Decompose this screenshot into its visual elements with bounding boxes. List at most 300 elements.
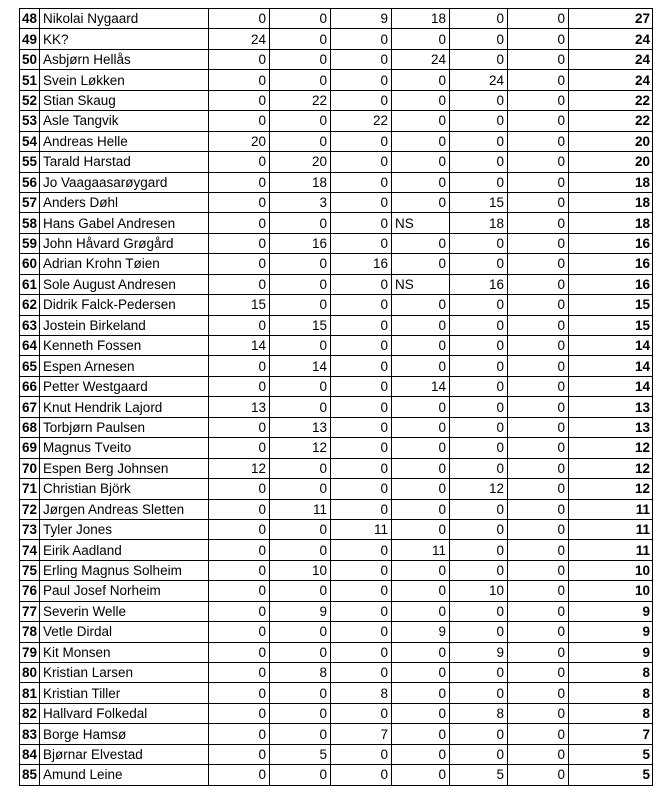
total-cell: 18	[569, 172, 653, 192]
table-row	[20, 479, 653, 499]
race-1-cell: 0	[209, 172, 270, 192]
rank-cell: 79	[20, 642, 40, 662]
race-1-cell: 14	[209, 336, 270, 356]
total-cell: 5	[569, 744, 653, 764]
total-cell: 20	[569, 152, 653, 172]
race-4-cell: 18	[392, 9, 450, 29]
race-1-cell: 0	[209, 499, 270, 519]
total-cell: 9	[569, 601, 653, 621]
race-4-cell: 0	[392, 336, 450, 356]
race-3-cell: 0	[331, 642, 392, 662]
race-6-cell: 0	[508, 683, 569, 703]
total-cell: 24	[569, 70, 653, 90]
race-2-cell: 0	[270, 479, 331, 499]
rank-cell: 55	[20, 152, 40, 172]
race-1-cell: 0	[209, 90, 270, 110]
table-row	[20, 254, 653, 274]
name-cell: Knut Hendrik Lajord	[40, 397, 209, 417]
race-2-cell: 0	[270, 683, 331, 703]
race-3-cell: 0	[331, 152, 392, 172]
race-3-cell: 0	[331, 192, 392, 212]
race-5-cell: 0	[450, 683, 508, 703]
table-row	[20, 29, 653, 49]
name-cell: Eirik Aadland	[40, 540, 209, 560]
total-cell: 16	[569, 274, 653, 294]
table-row	[20, 152, 653, 172]
name-cell: Jørgen Andreas Sletten	[40, 499, 209, 519]
total-cell: 8	[569, 683, 653, 703]
table-row	[20, 642, 653, 662]
name-cell: Torbjørn Paulsen	[40, 417, 209, 437]
race-1-cell: 0	[209, 683, 270, 703]
race-5-cell: 0	[450, 152, 508, 172]
race-6-cell: 0	[508, 642, 569, 662]
race-1-cell: 0	[209, 663, 270, 683]
name-cell: Vetle Dirdal	[40, 622, 209, 642]
race-1-cell: 0	[209, 111, 270, 131]
name-cell: Adrian Krohn Tøien	[40, 254, 209, 274]
name-cell: KK?	[40, 29, 209, 49]
race-6-cell: 0	[508, 172, 569, 192]
race-6-cell: 0	[508, 192, 569, 212]
race-6-cell: 0	[508, 336, 569, 356]
race-2-cell: 0	[270, 622, 331, 642]
race-3-cell: 9	[331, 9, 392, 29]
name-cell: Erling Magnus Solheim	[40, 560, 209, 580]
total-cell: 11	[569, 540, 653, 560]
race-6-cell: 0	[508, 254, 569, 274]
race-1-cell: 0	[209, 744, 270, 764]
race-3-cell: 0	[331, 663, 392, 683]
race-1-cell: 0	[209, 540, 270, 560]
race-2-cell: 0	[270, 49, 331, 69]
name-cell: Tarald Harstad	[40, 152, 209, 172]
rank-cell: 70	[20, 458, 40, 478]
race-5-cell: 0	[450, 356, 508, 376]
race-5-cell: 0	[450, 90, 508, 110]
race-4-cell: 0	[392, 479, 450, 499]
rank-cell: 63	[20, 315, 40, 335]
race-3-cell: 7	[331, 724, 392, 744]
race-2-cell: 16	[270, 233, 331, 253]
race-5-cell: 0	[450, 519, 508, 539]
rank-cell: 59	[20, 233, 40, 253]
rank-cell: 82	[20, 703, 40, 723]
table-row	[20, 622, 653, 642]
table-row	[20, 90, 653, 110]
rank-cell: 60	[20, 254, 40, 274]
race-2-cell: 0	[270, 765, 331, 785]
name-cell: Tyler Jones	[40, 519, 209, 539]
race-2-cell: 0	[270, 642, 331, 662]
race-3-cell: 0	[331, 397, 392, 417]
race-3-cell: 0	[331, 29, 392, 49]
race-1-cell: 0	[209, 233, 270, 253]
race-3-cell: 0	[331, 703, 392, 723]
race-6-cell: 0	[508, 519, 569, 539]
table-row	[20, 540, 653, 560]
race-1-cell: 0	[209, 765, 270, 785]
race-2-cell: 0	[270, 581, 331, 601]
total-cell: 9	[569, 622, 653, 642]
race-2-cell: 0	[270, 724, 331, 744]
race-5-cell: 0	[450, 438, 508, 458]
race-1-cell: 20	[209, 131, 270, 151]
rank-cell: 74	[20, 540, 40, 560]
name-cell: Nikolai Nygaard	[40, 9, 209, 29]
total-cell: 14	[569, 356, 653, 376]
rank-cell: 67	[20, 397, 40, 417]
table-row	[20, 438, 653, 458]
race-4-cell: 0	[392, 581, 450, 601]
table-row	[20, 601, 653, 621]
race-6-cell: 0	[508, 213, 569, 233]
race-2-cell: 0	[270, 703, 331, 723]
race-6-cell: 0	[508, 70, 569, 90]
race-1-cell: 0	[209, 622, 270, 642]
table-row	[20, 499, 653, 519]
table-row	[20, 295, 653, 315]
table-row	[20, 458, 653, 478]
race-2-cell: 9	[270, 601, 331, 621]
race-3-cell: 0	[331, 172, 392, 192]
race-3-cell: 0	[331, 90, 392, 110]
race-5-cell: 0	[450, 336, 508, 356]
race-1-cell: 0	[209, 213, 270, 233]
table-row	[20, 315, 653, 335]
race-4-cell: 0	[392, 233, 450, 253]
total-cell: 12	[569, 479, 653, 499]
table-row	[20, 213, 653, 233]
name-cell: John Håvard Grøgård	[40, 233, 209, 253]
race-3-cell: 0	[331, 274, 392, 294]
rank-cell: 85	[20, 765, 40, 785]
race-1-cell: 0	[209, 49, 270, 69]
table-row	[20, 765, 653, 785]
race-5-cell: 0	[450, 417, 508, 437]
rank-cell: 81	[20, 683, 40, 703]
race-6-cell: 0	[508, 152, 569, 172]
race-1-cell: 0	[209, 315, 270, 335]
rank-cell: 49	[20, 29, 40, 49]
total-cell: 16	[569, 233, 653, 253]
race-3-cell: 0	[331, 765, 392, 785]
rank-cell: 65	[20, 356, 40, 376]
total-cell: 22	[569, 111, 653, 131]
race-5-cell: 0	[450, 560, 508, 580]
race-1-cell: 0	[209, 254, 270, 274]
race-1-cell: 0	[209, 70, 270, 90]
rank-cell: 51	[20, 70, 40, 90]
race-4-cell: 0	[392, 744, 450, 764]
name-cell: Jo Vaagaasarøygard	[40, 172, 209, 192]
race-4-cell: 0	[392, 663, 450, 683]
total-cell: 24	[569, 29, 653, 49]
rank-cell: 62	[20, 295, 40, 315]
total-cell: 12	[569, 438, 653, 458]
total-cell: 18	[569, 192, 653, 212]
table-row	[20, 683, 653, 703]
race-1-cell: 15	[209, 295, 270, 315]
race-4-cell: 0	[392, 642, 450, 662]
race-6-cell: 0	[508, 417, 569, 437]
standings-table	[19, 8, 653, 786]
race-4-cell: 9	[392, 622, 450, 642]
race-5-cell: 0	[450, 172, 508, 192]
race-5-cell: 0	[450, 111, 508, 131]
race-2-cell: 0	[270, 519, 331, 539]
total-cell: 10	[569, 560, 653, 580]
table-row	[20, 336, 653, 356]
race-1-cell: 24	[209, 29, 270, 49]
race-5-cell: 0	[450, 29, 508, 49]
total-cell: 12	[569, 458, 653, 478]
race-4-cell: NS	[392, 274, 450, 294]
race-4-cell: 0	[392, 315, 450, 335]
race-6-cell: 0	[508, 724, 569, 744]
race-5-cell: 9	[450, 642, 508, 662]
name-cell: Borge Hamsø	[40, 724, 209, 744]
race-4-cell: 0	[392, 192, 450, 212]
total-cell: 20	[569, 131, 653, 151]
total-cell: 13	[569, 397, 653, 417]
race-2-cell: 0	[270, 540, 331, 560]
total-cell: 11	[569, 499, 653, 519]
rank-cell: 66	[20, 376, 40, 396]
name-cell: Didrik Falck-Pedersen	[40, 295, 209, 315]
race-4-cell: 0	[392, 29, 450, 49]
race-4-cell: 0	[392, 70, 450, 90]
race-5-cell: 24	[450, 70, 508, 90]
rank-cell: 53	[20, 111, 40, 131]
race-2-cell: 20	[270, 152, 331, 172]
race-5-cell: 0	[450, 663, 508, 683]
name-cell: Christian Björk	[40, 479, 209, 499]
race-2-cell: 0	[270, 336, 331, 356]
table-row	[20, 70, 653, 90]
race-4-cell: 0	[392, 724, 450, 744]
race-6-cell: 0	[508, 315, 569, 335]
rank-cell: 73	[20, 519, 40, 539]
rank-cell: 61	[20, 274, 40, 294]
race-3-cell: 11	[331, 519, 392, 539]
race-4-cell: 0	[392, 111, 450, 131]
race-2-cell: 0	[270, 295, 331, 315]
race-3-cell: 0	[331, 336, 392, 356]
race-3-cell: 0	[331, 49, 392, 69]
race-2-cell: 0	[270, 9, 331, 29]
race-5-cell: 0	[450, 9, 508, 29]
race-4-cell: 0	[392, 417, 450, 437]
rank-cell: 83	[20, 724, 40, 744]
race-5-cell: 0	[450, 233, 508, 253]
rank-cell: 69	[20, 438, 40, 458]
rank-cell: 56	[20, 172, 40, 192]
race-4-cell: 0	[392, 458, 450, 478]
name-cell: Sole August Andresen	[40, 274, 209, 294]
race-3-cell: 0	[331, 560, 392, 580]
race-6-cell: 0	[508, 499, 569, 519]
rank-cell: 50	[20, 49, 40, 69]
total-cell: 7	[569, 724, 653, 744]
race-3-cell: 0	[331, 213, 392, 233]
name-cell: Amund Leine	[40, 765, 209, 785]
race-5-cell: 0	[450, 458, 508, 478]
total-cell: 24	[569, 49, 653, 69]
race-1-cell: 0	[209, 560, 270, 580]
race-5-cell: 12	[450, 479, 508, 499]
race-3-cell: 0	[331, 601, 392, 621]
race-4-cell: 0	[392, 356, 450, 376]
race-1-cell: 0	[209, 417, 270, 437]
race-5-cell: 0	[450, 622, 508, 642]
race-5-cell: 0	[450, 540, 508, 560]
rank-cell: 52	[20, 90, 40, 110]
race-5-cell: 0	[450, 315, 508, 335]
race-3-cell: 0	[331, 499, 392, 519]
total-cell: 13	[569, 417, 653, 437]
race-4-cell: 0	[392, 765, 450, 785]
race-2-cell: 10	[270, 560, 331, 580]
rank-cell: 78	[20, 622, 40, 642]
race-5-cell: 0	[450, 295, 508, 315]
race-3-cell: 8	[331, 683, 392, 703]
table-row	[20, 397, 653, 417]
race-3-cell: 0	[331, 295, 392, 315]
race-3-cell: 0	[331, 233, 392, 253]
race-1-cell: 0	[209, 356, 270, 376]
race-2-cell: 11	[270, 499, 331, 519]
total-cell: 10	[569, 581, 653, 601]
table-row	[20, 9, 653, 29]
race-4-cell: 0	[392, 172, 450, 192]
name-cell: Severin Welle	[40, 601, 209, 621]
race-1-cell: 0	[209, 703, 270, 723]
race-4-cell: 0	[392, 90, 450, 110]
total-cell: 11	[569, 519, 653, 539]
race-3-cell: 0	[331, 622, 392, 642]
race-2-cell: 12	[270, 438, 331, 458]
race-2-cell: 0	[270, 213, 331, 233]
race-6-cell: 0	[508, 458, 569, 478]
name-cell: Bjørnar Elvestad	[40, 744, 209, 764]
race-5-cell: 0	[450, 49, 508, 69]
race-2-cell: 0	[270, 397, 331, 417]
race-2-cell: 0	[270, 254, 331, 274]
race-3-cell: 0	[331, 315, 392, 335]
race-5-cell: 15	[450, 192, 508, 212]
name-cell: Kristian Tiller	[40, 683, 209, 703]
table-row	[20, 233, 653, 253]
table-row	[20, 376, 653, 396]
race-5-cell: 0	[450, 724, 508, 744]
total-cell: 14	[569, 376, 653, 396]
race-3-cell: 0	[331, 540, 392, 560]
name-cell: Espen Berg Johnsen	[40, 458, 209, 478]
race-5-cell: 0	[450, 131, 508, 151]
race-4-cell: 0	[392, 131, 450, 151]
race-2-cell: 3	[270, 192, 331, 212]
race-4-cell: 0	[392, 683, 450, 703]
race-3-cell: 16	[331, 254, 392, 274]
rank-cell: 84	[20, 744, 40, 764]
race-4-cell: 0	[392, 519, 450, 539]
race-6-cell: 0	[508, 765, 569, 785]
race-6-cell: 0	[508, 581, 569, 601]
table-row	[20, 581, 653, 601]
table-row	[20, 172, 653, 192]
race-6-cell: 0	[508, 29, 569, 49]
table-row	[20, 274, 653, 294]
race-2-cell: 18	[270, 172, 331, 192]
total-cell: 14	[569, 336, 653, 356]
race-2-cell: 5	[270, 744, 331, 764]
race-6-cell: 0	[508, 397, 569, 417]
race-3-cell: 0	[331, 417, 392, 437]
race-2-cell: 0	[270, 458, 331, 478]
race-1-cell: 0	[209, 479, 270, 499]
race-4-cell: 11	[392, 540, 450, 560]
total-cell: 8	[569, 703, 653, 723]
race-4-cell: 0	[392, 438, 450, 458]
name-cell: Svein Løkken	[40, 70, 209, 90]
rank-cell: 75	[20, 560, 40, 580]
table-row	[20, 703, 653, 723]
race-2-cell: 0	[270, 111, 331, 131]
race-3-cell: 0	[331, 744, 392, 764]
race-1-cell: 0	[209, 274, 270, 294]
name-cell: Asbjørn Hellås	[40, 49, 209, 69]
total-cell: 9	[569, 642, 653, 662]
race-5-cell: 16	[450, 274, 508, 294]
race-5-cell: 18	[450, 213, 508, 233]
name-cell: Kit Monsen	[40, 642, 209, 662]
race-1-cell: 0	[209, 438, 270, 458]
rank-cell: 72	[20, 499, 40, 519]
table-row	[20, 192, 653, 212]
rank-cell: 54	[20, 131, 40, 151]
race-6-cell: 0	[508, 438, 569, 458]
total-cell: 8	[569, 663, 653, 683]
race-1-cell: 0	[209, 581, 270, 601]
table-row	[20, 663, 653, 683]
race-4-cell: 0	[392, 703, 450, 723]
race-4-cell: 0	[392, 601, 450, 621]
table-row	[20, 111, 653, 131]
name-cell: Anders Døhl	[40, 192, 209, 212]
race-1-cell: 0	[209, 376, 270, 396]
rank-cell: 77	[20, 601, 40, 621]
race-1-cell: 0	[209, 642, 270, 662]
race-1-cell: 0	[209, 519, 270, 539]
table-row	[20, 560, 653, 580]
race-6-cell: 0	[508, 622, 569, 642]
race-3-cell: 0	[331, 581, 392, 601]
race-6-cell: 0	[508, 9, 569, 29]
race-6-cell: 0	[508, 49, 569, 69]
race-4-cell: 24	[392, 49, 450, 69]
race-2-cell: 0	[270, 29, 331, 49]
race-1-cell: 12	[209, 458, 270, 478]
table-row	[20, 49, 653, 69]
race-3-cell: 0	[331, 70, 392, 90]
name-cell: Espen Arnesen	[40, 356, 209, 376]
race-6-cell: 0	[508, 90, 569, 110]
name-cell: Kristian Larsen	[40, 663, 209, 683]
race-4-cell: 0	[392, 397, 450, 417]
name-cell: Kenneth Fossen	[40, 336, 209, 356]
rank-cell: 68	[20, 417, 40, 437]
